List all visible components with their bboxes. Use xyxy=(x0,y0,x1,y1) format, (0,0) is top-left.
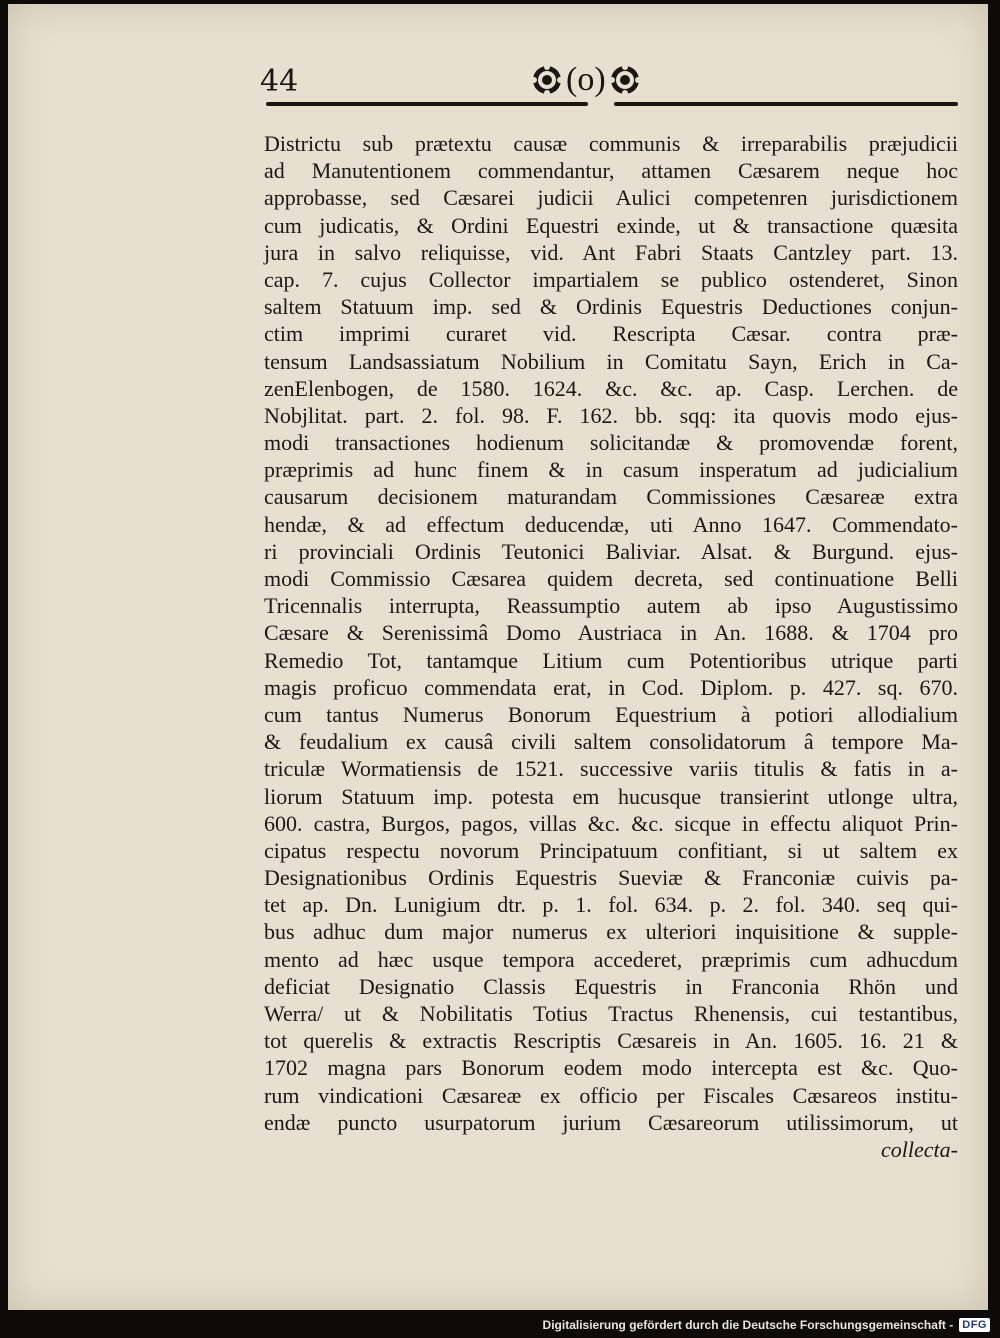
text-line: magis proficuo commendata erat, in Cod. Diplom. p. 427. sq. 670. xyxy=(264,674,958,700)
text-line: approbasse, sed Cæsarei judicii Aulici competenren jurisdictionem xyxy=(264,185,958,211)
text-line: ad Manutentionem commendantur, attamen Cæsarem neque hoc xyxy=(264,158,958,184)
text-line: mento ad hæc usque tempora accederet, præprimis cum adhucdum xyxy=(264,946,958,972)
rosette-left-icon xyxy=(530,63,564,97)
text-line: modi transactiones hodienum solicitandæ & promovendæ forent, xyxy=(264,430,958,456)
header-ornament xyxy=(530,58,642,102)
text-line: Districtu sub prætextu causæ communis & irreparabilis præjudicii xyxy=(264,131,958,156)
text-line: Cæsare & Serenissimâ Domo Austriaca in An. 1688. & 1704 pro xyxy=(264,620,958,646)
text-line: liorum Statuum imp. potesta em hucusque transierint utlonge ultra, xyxy=(264,783,958,809)
text-line: tet ap. Dn. Lunigium dtr. p. 1. fol. 634. p. 2. fol. 340. seq qui- xyxy=(264,892,958,918)
text-line: cap. 7. cujus Collector impartialem se publico ostenderet, Sinon xyxy=(264,266,958,292)
text-line: triculæ Wormatiensis de 1521. successive variis titulis & fatis in a- xyxy=(264,756,958,782)
text-line: Tricennalis interrupta, Reassumptio autem ab ipso Augustissimo xyxy=(264,593,958,619)
text-line: Remedio Tot, tantamque Litium cum Potentioribus utrique parti xyxy=(264,647,958,673)
text-line: jura in salvo reliquisse, vid. Ant Fabri Staats Cantzley part. 13. xyxy=(264,239,958,265)
digitization-credit xyxy=(543,1318,990,1332)
text-line: ri provinciali Ordinis Teutonici Baliviar. Alsat. & Burgund. ejus- xyxy=(264,538,958,564)
text-line: cum tantus Numerus Bonorum Equestrium à potiori allodialium xyxy=(264,701,958,727)
text-line: causarum decisionem maturandam Commissiones Cæsareæ extra xyxy=(264,484,958,510)
text-line: & feudalium ex causâ civili saltem consolidatorum â tempore Ma- xyxy=(264,729,958,755)
text-line: cipatus respectu novorum Principatuum confitiant, si ut saltem ex xyxy=(264,837,958,863)
dfg-logo: DFG xyxy=(959,1318,990,1332)
text-line: endæ puncto usurpatorum jurium Cæsareorum utilissimorum, ut xyxy=(264,1109,958,1135)
text-line: 1702 magna pars Bonorum eodem modo intercepta est &c. Quo- xyxy=(264,1055,958,1081)
text-line: Werra/ ut & Nobilitatis Totius Tractus Rhenensis, cui testantibus, xyxy=(264,1001,958,1026)
text-line: 600. castra, Burgos, pagos, villas &c. &c. sicque in effectu aliquot Prin- xyxy=(264,810,958,836)
text-line: deficiat Designatio Classis Equestris in Franconia Rhön und xyxy=(264,973,958,999)
text-line: Designationibus Ordinis Equestris Sueviæ & Franconiæ cuivis pa- xyxy=(264,865,958,891)
text-line: tensum Landsassiatum Nobilium in Comitatu Sayn, Erich in Ca- xyxy=(264,348,958,374)
text-line: Nobjlitat. part. 2. fol. 98. F. 162. bb. sqq: ita quovis modo ejus- xyxy=(264,402,958,428)
header-rule-right xyxy=(614,102,958,106)
header-ornament-text: (o) xyxy=(566,61,606,98)
text-line: modi Commissio Cæsarea quidem decreta, sed continuatione Belli xyxy=(264,566,958,591)
credit-text: Digitalisierung gefördert durch die Deutsche Forschungsgemeinschaft - xyxy=(542,1318,954,1332)
text-line: zenElenbogen, de 1580. 1624. &c. &c. ap. Casp. Lerchen. de xyxy=(264,375,958,401)
text-line: cum judicatis, & Ordini Equestri exinde, ut & transactione quæsita xyxy=(264,212,958,238)
text-line: saltem Statuum imp. sed & Ordinis Equestris Deductiones conjun- xyxy=(264,294,958,320)
text-line: hendæ, & ad effectum deducendæ, uti Anno 1647. Commendato- xyxy=(264,511,958,537)
catchword: collecta- xyxy=(881,1136,958,1162)
text-line: præprimis ad hunc finem & in casum insperatum ad judicialium xyxy=(264,457,958,483)
text-line: ctim imprimi curaret vid. Rescripta Cæsar. contra præ- xyxy=(264,321,958,347)
header-rule-left xyxy=(266,102,588,106)
page-number: 44 xyxy=(260,64,299,99)
body-text xyxy=(264,130,958,1163)
rosette-right-icon xyxy=(608,63,642,97)
text-line: tot querelis & extractis Rescriptis Cæsareis in An. 1605. 16. 21 & xyxy=(264,1028,958,1054)
book-page xyxy=(8,4,988,1310)
text-line: bus adhuc dum major numerus ex ulteriori inquisitione & supple- xyxy=(264,919,958,945)
text-line: rum vindicationi Cæsareæ ex officio per Fiscales Cæsareos institu- xyxy=(264,1082,958,1108)
